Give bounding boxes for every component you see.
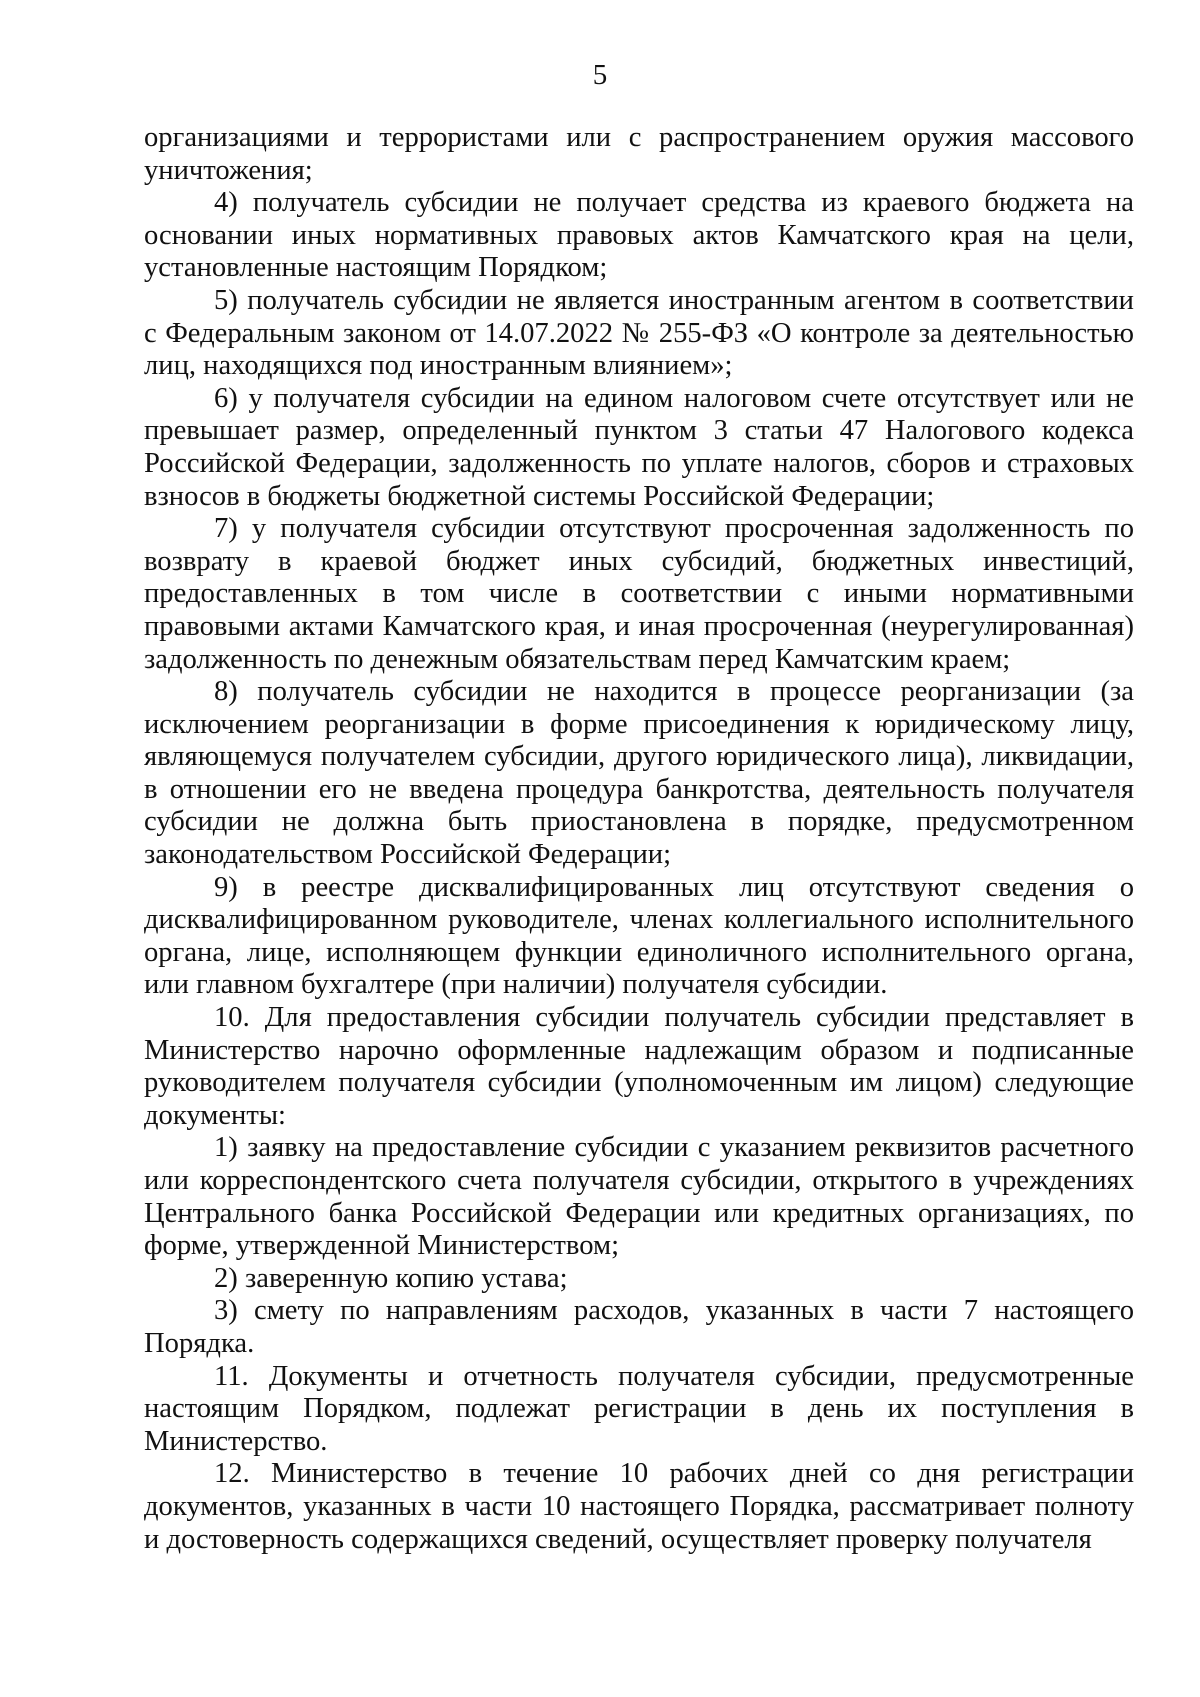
paragraph-item-6: 6) у получателя субсидии на едином налоговом счете отсутствует или не превышает размер, определенный пунктом 3 статьи 47 Налогового кодекса Российской Федерации, задолженность по уплате налогов, сборов и страховых взносов в бюджеты бюджетной системы Российской Федерации; [144,382,1134,512]
paragraph-section-10: 10. Для предоставления субсидии получатель субсидии представляет в Министерство нарочно оформленные надлежащим образом и подписанные руководителем получателя субсидии (уполномоченным им лицом) следующие документы: [144,1002,1134,1131]
paragraph-section-10-item-3: 3) смету по направлениям расходов, указанных в части 7 настоящего Порядка. [144,1295,1134,1359]
paragraph-item-7: 7) у получателя субсидии отсутствуют просроченная задолженность по возврату в краевой бюджет иных субсидий, бюджетных инвестиций, предоставленных в том числе в соответствии с иными нормативными правовыми актами Камчатского края, и иная просроченная (неурегулированная) задолженность по денежным обязательствам перед Камчатским краем; [144,513,1134,675]
paragraph-item-9: 9) в реестре дисквалифицированных лиц отсутствуют сведения о дисквалифицированном руководителе, членах коллегиального исполнительного органа, лице, исполняющем функции единоличного исполнительного органа, или главном бухгалтере (при наличии) получателя субсидии. [144,871,1134,1001]
paragraph-item-8: 8) получатель субсидии не находится в процессе реорганизации (за исключением реорганизации в форме присоединения к юридическому лицу, являющемуся получателем субсидии, другого юридического лица), ликвидации, в отношении его не введена процедура банкротства, деятельность получателя субсидии не должна быть приостановлена в порядке, предусмотренном законодательством Российской Федерации; [144,676,1134,871]
paragraph-item-4: 4) получатель субсидии не получает средства из краевого бюджета на основании иных нормативных правовых актов Камчатского края на цели, установленные настоящим Порядком; [144,187,1134,284]
paragraph-section-10-item-1: 1) заявку на предоставление субсидии с указанием реквизитов расчетного или корреспондентского счета получателя субсидии, открытого в учреждениях Центрального банка Российской Федерации или кредитных организациях, по форме, утвержденной Министерством; [144,1132,1134,1262]
paragraph-section-12: 12. Министерство в течение 10 рабочих дней со дня регистрации документов, указанных в части 10 настоящего Порядка, рассматривает полноту и достоверность содержащихся сведений, осуществляет проверку получателя [144,1458,1134,1555]
page-number: 5 [592,59,608,91]
paragraph-continuation: организациями и террористами или с распространением оружия массового уничтожения; [144,122,1134,186]
document-body [144,122,1134,1556]
paragraph-section-11: 11. Документы и отчетность получателя субсидии, предусмотренные настоящим Порядком, подлежат регистрации в день их поступления в Министерство. [144,1360,1134,1457]
paragraph-section-10-item-2: 2) заверенную копию устава; [214,1262,568,1294]
paragraph-item-5: 5) получатель субсидии не является иностранным агентом в соответствии с Федеральным законом от 14.07.2022 № 255-ФЗ «О контроле за деятельностью лиц, находящихся под иностранным влиянием»; [144,284,1134,382]
